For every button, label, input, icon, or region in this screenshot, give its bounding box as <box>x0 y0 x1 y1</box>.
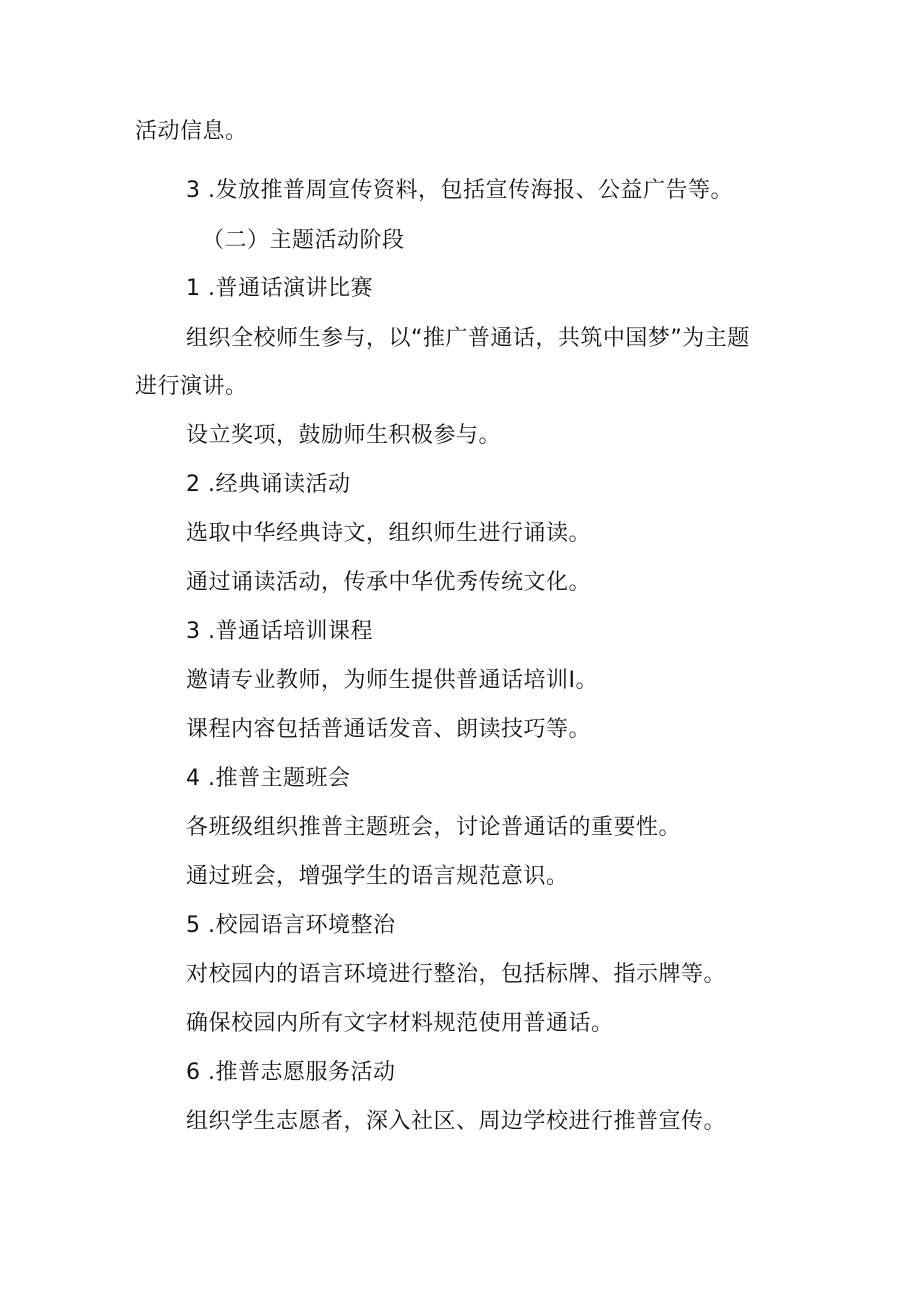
paragraph-line: 组织全校师生参与，以“推广普通话，共筑中国梦”为主题 <box>186 326 750 351</box>
paragraph-line: 进行演讲。 <box>135 374 248 399</box>
paragraph-line: 设立奖项，鼓励师生积极参与。 <box>186 423 502 448</box>
item-heading-speech-contest: 1 .普通话演讲比赛 <box>186 276 373 301</box>
paragraph-line: 邀请专业教师，为师生提供普通话培训I。 <box>186 668 598 693</box>
item-heading-volunteer-service: 6 .推普志愿服务活动 <box>186 1060 396 1085</box>
item-heading-classic-reading: 2 .经典诵读活动 <box>186 472 351 497</box>
item-heading-class-meeting: 4 .推普主题班会 <box>186 766 351 791</box>
paragraph-line: 课程内容包括普通话发音、朗读技巧等。 <box>186 717 592 742</box>
paragraph-line: 组织学生志愿者，深入社区、周边学校进行推普宣传。 <box>186 1109 727 1134</box>
paragraph-line: 对校园内的语言环境进行整治，包括标牌、指示牌等。 <box>186 962 727 987</box>
paragraph-line: 确保校园内所有文字材料规范使用普通话。 <box>186 1011 614 1036</box>
list-item-3-promo-materials: 3 .发放推普周宣传资料，包括宣传海报、公益广告等。 <box>186 178 733 203</box>
section-heading-theme-activities: （二）主题活动阶段 <box>202 228 405 253</box>
paragraph-line: 各班级组织推普主题班会，讨论普通话的重要性。 <box>186 815 682 840</box>
item-heading-training-course: 3 .普通话培训课程 <box>186 619 373 644</box>
paragraph-line: 选取中华经典诗文，组织师生进行诵读。 <box>186 521 592 546</box>
text-line-continuation: 活动信息。 <box>135 119 248 144</box>
paragraph-line: 通过班会，增强学生的语言规范意识。 <box>186 864 569 889</box>
item-heading-language-environment: 5 .校园语言环境整治 <box>186 913 396 938</box>
paragraph-line: 通过诵读活动，传承中华优秀传统文化。 <box>186 570 592 595</box>
